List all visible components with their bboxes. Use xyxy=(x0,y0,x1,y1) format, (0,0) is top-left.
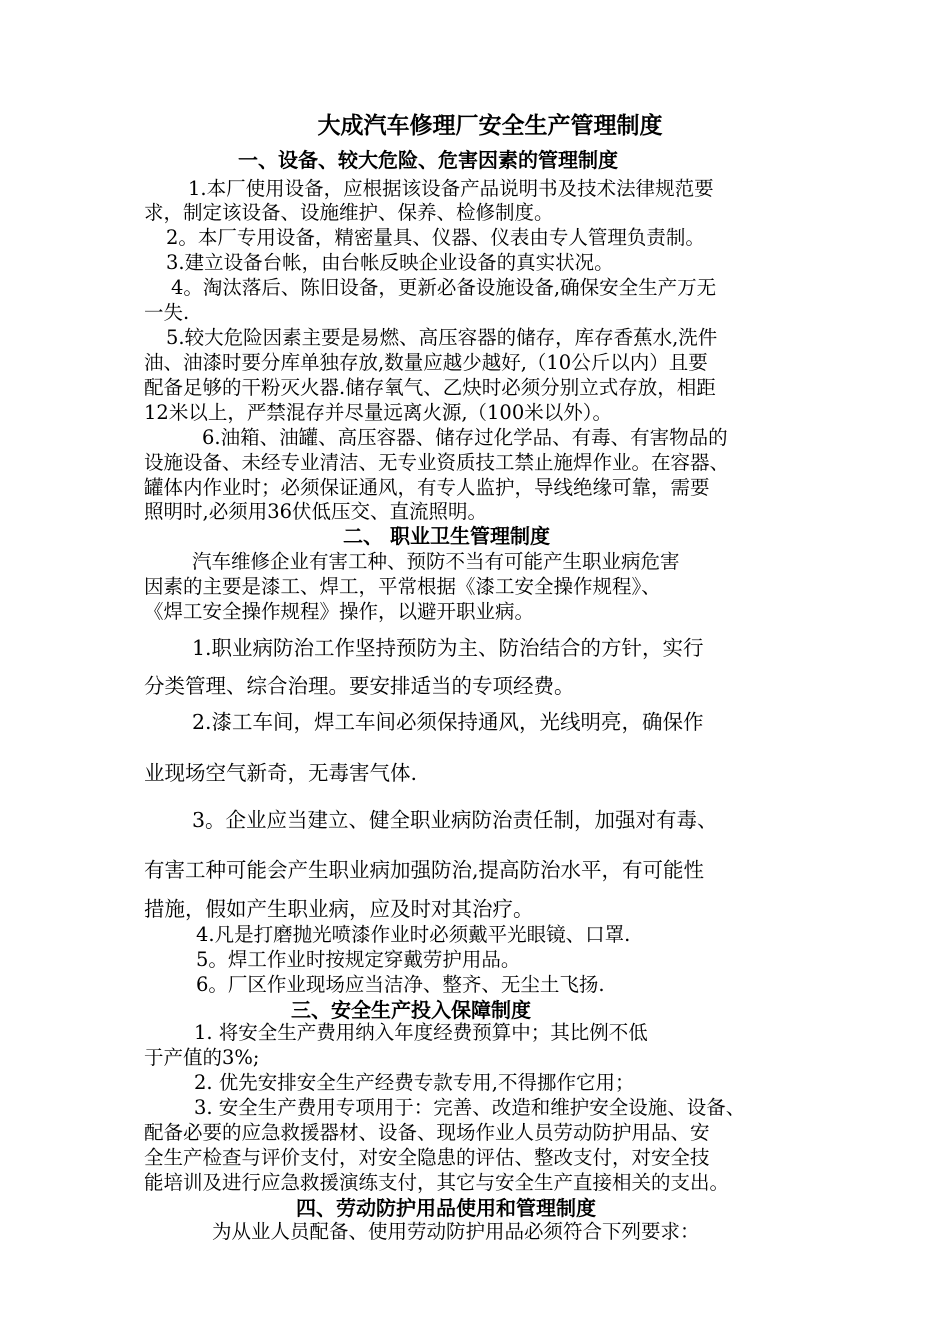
paragraph-line: 1.职业病防治工作坚持预防为主、防治结合的方针，实行 xyxy=(192,636,704,660)
section-heading-1: 一、设备、较大危险、危害因素的管理制度 xyxy=(238,148,618,172)
paragraph-line: 3. 安全生产费用专项用于：完善、改造和维护安全设施、设备、 xyxy=(194,1096,746,1119)
paragraph-line: 有害工种可能会产生职业病加强防治,提高防治水平，有可能性 xyxy=(144,858,705,882)
paragraph-line: 油、油漆时要分库单独存放,数量应越少越好,（10公斤以内）且要 xyxy=(144,351,708,374)
paragraph-line: 3.建立设备台帐，由台帐反映企业设备的真实状况。 xyxy=(166,251,614,274)
paragraph-line: 配备足够的干粉灭火器.储存氧气、乙炔时必须分别立式存放，相距 xyxy=(144,376,716,399)
paragraph-line: 罐体内作业时；必须保证通风，有专人监护，导线绝缘可靠，需要 xyxy=(144,476,710,499)
paragraph-line: 全生产检查与评价支付，对安全隐患的评估、整改支付，对安全技 xyxy=(144,1146,710,1169)
paragraph-line: 1. 将安全生产费用纳入年度经费预算中；其比例不低 xyxy=(194,1021,648,1044)
paragraph-line: 12米以上，严禁混存并尽量远离火源,（100米以外）。 xyxy=(144,401,612,424)
paragraph-line: 配备必要的应急救援器材、设备、现场作业人员劳动防护用品、安 xyxy=(144,1121,710,1144)
paragraph-line: 措施，假如产生职业病，应及时对其治疗。 xyxy=(144,897,534,921)
paragraph-line: 1.本厂使用设备，应根据该设备产品说明书及技术法律规范要 xyxy=(188,177,714,200)
document-title: 大成汽车修理厂安全生产管理制度 xyxy=(317,113,663,139)
section-heading-3: 三、安全生产投入保障制度 xyxy=(291,998,531,1022)
paragraph-line: 3。企业应当建立、健全职业病防治责任制，加强对有毒、 xyxy=(192,808,718,832)
paragraph-line: 6.油箱、油罐、高压容器、储存过化学品、有毒、有害物品的 xyxy=(202,426,728,449)
section-heading-2: 二、 职业卫生管理制度 xyxy=(343,524,550,548)
paragraph-line: 分类管理、综合治理。要安排适当的专项经费。 xyxy=(144,674,575,698)
paragraph-line: 汽车维修企业有害工种、预防不当有可能产生职业病危害 xyxy=(192,550,680,573)
section-heading-4: 四、劳动防护用品使用和管理制度 xyxy=(296,1196,596,1220)
paragraph-line: 因素的主要是漆工、焊工，平常根据《漆工安全操作规程》、 xyxy=(144,575,661,598)
paragraph-line: 2. 优先安排安全生产经费专款专用,不得挪作它用； xyxy=(194,1071,635,1094)
paragraph-line: 业现场空气新奇，无毒害气体. xyxy=(144,761,418,785)
paragraph-line: 5。焊工作业时按规定穿戴劳护用品。 xyxy=(196,948,521,971)
paragraph-line: 5.较大危险因素主要是易燃、高压容器的储存，库存香蕉水,洗件 xyxy=(166,326,718,349)
paragraph-line: 照明时,必须用36伏低压交、直流照明。 xyxy=(144,500,488,523)
paragraph-line: 《焊工安全操作规程》操作，以避开职业病。 xyxy=(144,600,535,623)
paragraph-line: 2.漆工车间，焊工车间必须保持通风，光线明亮，确保作 xyxy=(192,710,704,734)
paragraph-line: 4。淘汰落后、陈旧设备，更新必备设施设备,确保安全生产万无 xyxy=(171,276,717,299)
paragraph-line: 4.凡是打磨抛光喷漆作业时必须戴平光眼镜、口罩. xyxy=(196,923,631,946)
paragraph-line: 2。本厂专用设备，精密量具、仪器、仪表由专人管理负责制。 xyxy=(166,226,705,249)
paragraph-line: 求，制定该设备、设施维护、保养、检修制度。 xyxy=(144,201,554,224)
paragraph-line: 于产值的3%; xyxy=(144,1046,260,1069)
paragraph-line: 6。厂区作业现场应当洁净、整齐、无尘土飞扬. xyxy=(196,973,605,996)
paragraph-line: 设施设备、未经专业清洁、无专业资质技工禁止施焊作业。在容器、 xyxy=(144,451,730,474)
paragraph-line: 能培训及进行应急救援演练支付，其它与安全生产直接相关的支出。 xyxy=(144,1171,730,1194)
paragraph-line: 为从业人员配备、使用劳动防护用品必须符合下列要求： xyxy=(212,1220,700,1243)
paragraph-line: 一失. xyxy=(144,301,190,324)
